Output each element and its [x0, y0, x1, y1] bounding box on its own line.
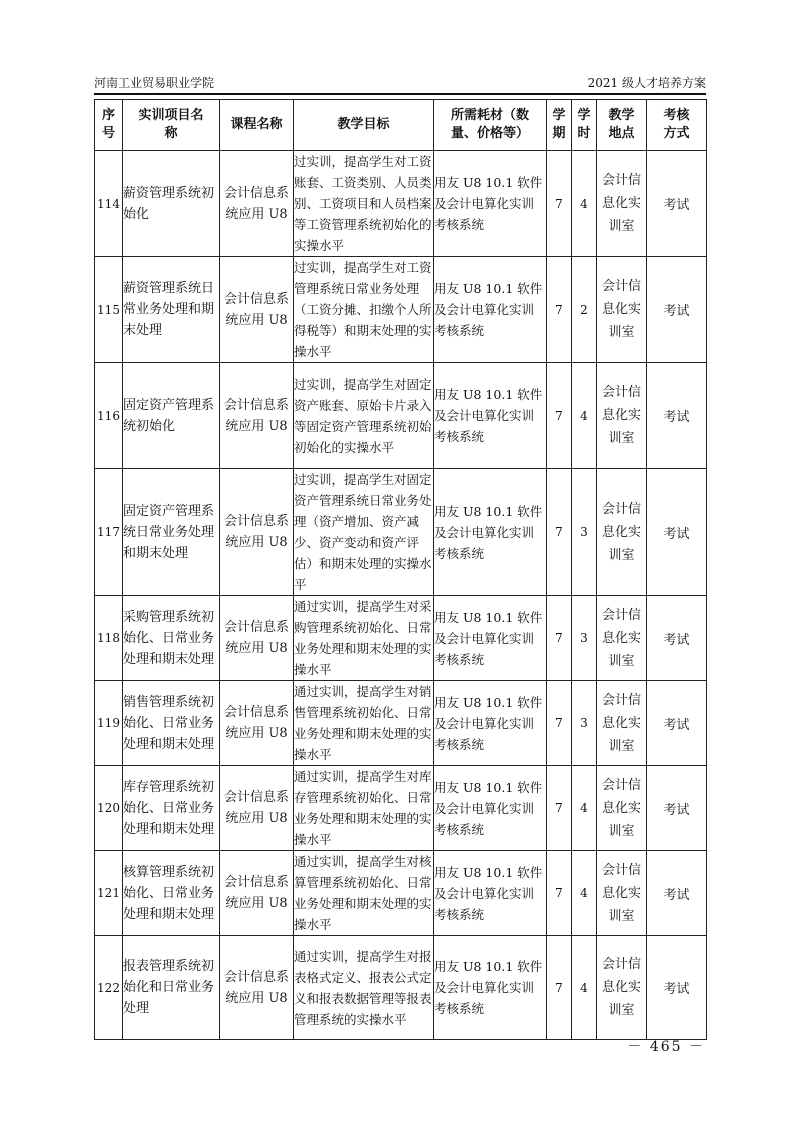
column-header: 序号 [95, 100, 123, 151]
materials: 用友 U8 10.1 软件及会计电算化实训考核系统 [434, 596, 547, 681]
teaching-goal: 通过实训，提高学生对报表格式定义、报表公式定义和报表数据管理等报表管理系统的实操水平 [294, 936, 434, 1040]
table-row [95, 936, 707, 1040]
document-title: 2021 级人才培养方案 [587, 76, 706, 90]
location: 会计信息化实训室 [597, 851, 647, 936]
class-hours: 2 [572, 257, 597, 363]
training-plan-table [94, 99, 707, 1040]
table-header-row [95, 100, 707, 151]
assessment: 考试 [647, 681, 707, 766]
table-row [95, 363, 707, 469]
institution-name: 河南工业贸易职业学院 [94, 76, 215, 90]
project-name: 薪资管理系统初始化 [123, 151, 220, 257]
materials: 用友 U8 10.1 软件及会计电算化实训考核系统 [434, 936, 547, 1040]
class-hours: 4 [572, 363, 597, 469]
teaching-goal: 通过实训，提高学生对核算管理系统初始化、日常业务处理和期末处理的实操水平 [294, 851, 434, 936]
course-name: 会计信息系统应用 U8 [220, 851, 294, 936]
materials: 用友 U8 10.1 软件及会计电算化实训考核系统 [434, 469, 547, 596]
page-header [94, 72, 706, 92]
teaching-goal: 通过实训，提高学生对采购管理系统初始化、日常业务处理和期末处理的实操水平 [294, 596, 434, 681]
course-name: 会计信息系统应用 U8 [220, 596, 294, 681]
semester: 7 [547, 469, 572, 596]
course-name: 会计信息系统应用 U8 [220, 363, 294, 469]
semester: 7 [547, 151, 572, 257]
course-name: 会计信息系统应用 U8 [220, 766, 294, 851]
row-number: 114 [95, 151, 123, 257]
table-row [95, 596, 707, 681]
table-row [95, 851, 707, 936]
table-row [95, 766, 707, 851]
row-number: 116 [95, 363, 123, 469]
column-header: 实训项目名称 [123, 100, 220, 151]
row-number: 118 [95, 596, 123, 681]
semester: 7 [547, 936, 572, 1040]
header-rule [94, 93, 706, 95]
table-row [95, 469, 707, 596]
row-number: 121 [95, 851, 123, 936]
project-name: 固定资产管理系统日常业务处理和期末处理 [123, 469, 220, 596]
location: 会计信息化实训室 [597, 596, 647, 681]
table-row [95, 681, 707, 766]
class-hours: 3 [572, 469, 597, 596]
row-number: 119 [95, 681, 123, 766]
location: 会计信息化实训室 [597, 151, 647, 257]
semester: 7 [547, 766, 572, 851]
row-number: 117 [95, 469, 123, 596]
semester: 7 [547, 257, 572, 363]
semester: 7 [547, 596, 572, 681]
course-name: 会计信息系统应用 U8 [220, 151, 294, 257]
teaching-goal: 过实训，提高学生对工资账套、工资类别、人员类别、工资项目和人员档案等工资管理系统初始化的实操水平 [294, 151, 434, 257]
teaching-goal: 通过实训，提高学生对销售管理系统初始化、日常业务处理和期末处理的实操水平 [294, 681, 434, 766]
materials: 用友 U8 10.1 软件及会计电算化实训考核系统 [434, 363, 547, 469]
class-hours: 4 [572, 936, 597, 1040]
project-name: 库存管理系统初始化、日常业务处理和期末处理 [123, 766, 220, 851]
materials: 用友 U8 10.1 软件及会计电算化实训考核系统 [434, 681, 547, 766]
course-name: 会计信息系统应用 U8 [220, 681, 294, 766]
column-header: 课程名称 [220, 100, 294, 151]
materials: 用友 U8 10.1 软件及会计电算化实训考核系统 [434, 766, 547, 851]
assessment: 考试 [647, 151, 707, 257]
project-name: 报表管理系统初始化和日常业务处理 [123, 936, 220, 1040]
assessment: 考试 [647, 851, 707, 936]
location: 会计信息化实训室 [597, 681, 647, 766]
semester: 7 [547, 681, 572, 766]
course-name: 会计信息系统应用 U8 [220, 469, 294, 596]
assessment: 考试 [647, 766, 707, 851]
location: 会计信息化实训室 [597, 469, 647, 596]
project-name: 固定资产管理系统初始化 [123, 363, 220, 469]
assessment: 考试 [647, 936, 707, 1040]
course-name: 会计信息系统应用 U8 [220, 936, 294, 1040]
location: 会计信息化实训室 [597, 363, 647, 469]
column-header: 考核方式 [647, 100, 707, 151]
location: 会计信息化实训室 [597, 257, 647, 363]
teaching-goal: 过实训，提高学生对工资管理系统日常业务处理（工资分摊、扣缴个人所得税等）和期末处理的实操水平 [294, 257, 434, 363]
page-number: － 465 － [627, 1039, 705, 1055]
materials: 用友 U8 10.1 软件及会计电算化实训考核系统 [434, 151, 547, 257]
class-hours: 4 [572, 851, 597, 936]
materials: 用友 U8 10.1 软件及会计电算化实训考核系统 [434, 257, 547, 363]
column-header: 学期 [547, 100, 572, 151]
semester: 7 [547, 851, 572, 936]
assessment: 考试 [647, 469, 707, 596]
class-hours: 3 [572, 596, 597, 681]
class-hours: 3 [572, 681, 597, 766]
row-number: 120 [95, 766, 123, 851]
project-name: 薪资管理系统日常业务处理和期末处理 [123, 257, 220, 363]
column-header: 所需耗材（数量、价格等） [434, 100, 547, 151]
assessment: 考试 [647, 596, 707, 681]
assessment: 考试 [647, 257, 707, 363]
project-name: 核算管理系统初始化、日常业务处理和期末处理 [123, 851, 220, 936]
materials: 用友 U8 10.1 软件及会计电算化实训考核系统 [434, 851, 547, 936]
class-hours: 4 [572, 766, 597, 851]
teaching-goal: 过实训，提高学生对固定资产管理系统日常业务处理（资产增加、资产减少、资产变动和资产评估）和期末处理的实操水平 [294, 469, 434, 596]
teaching-goal: 过实训，提高学生对固定资产账套、原始卡片录入等固定资产管理系统初始初始化的实操水平 [294, 363, 434, 469]
table-row [95, 257, 707, 363]
project-name: 销售管理系统初始化、日常业务处理和期末处理 [123, 681, 220, 766]
row-number: 115 [95, 257, 123, 363]
project-name: 采购管理系统初始化、日常业务处理和期末处理 [123, 596, 220, 681]
semester: 7 [547, 363, 572, 469]
column-header: 教学目标 [294, 100, 434, 151]
row-number: 122 [95, 936, 123, 1040]
teaching-goal: 通过实训，提高学生对库存管理系统初始化、日常业务处理和期末处理的实操水平 [294, 766, 434, 851]
column-header: 教学地点 [597, 100, 647, 151]
column-header: 学时 [572, 100, 597, 151]
location: 会计信息化实训室 [597, 936, 647, 1040]
table-row [95, 151, 707, 257]
assessment: 考试 [647, 363, 707, 469]
location: 会计信息化实训室 [597, 766, 647, 851]
class-hours: 4 [572, 151, 597, 257]
course-name: 会计信息系统应用 U8 [220, 257, 294, 363]
